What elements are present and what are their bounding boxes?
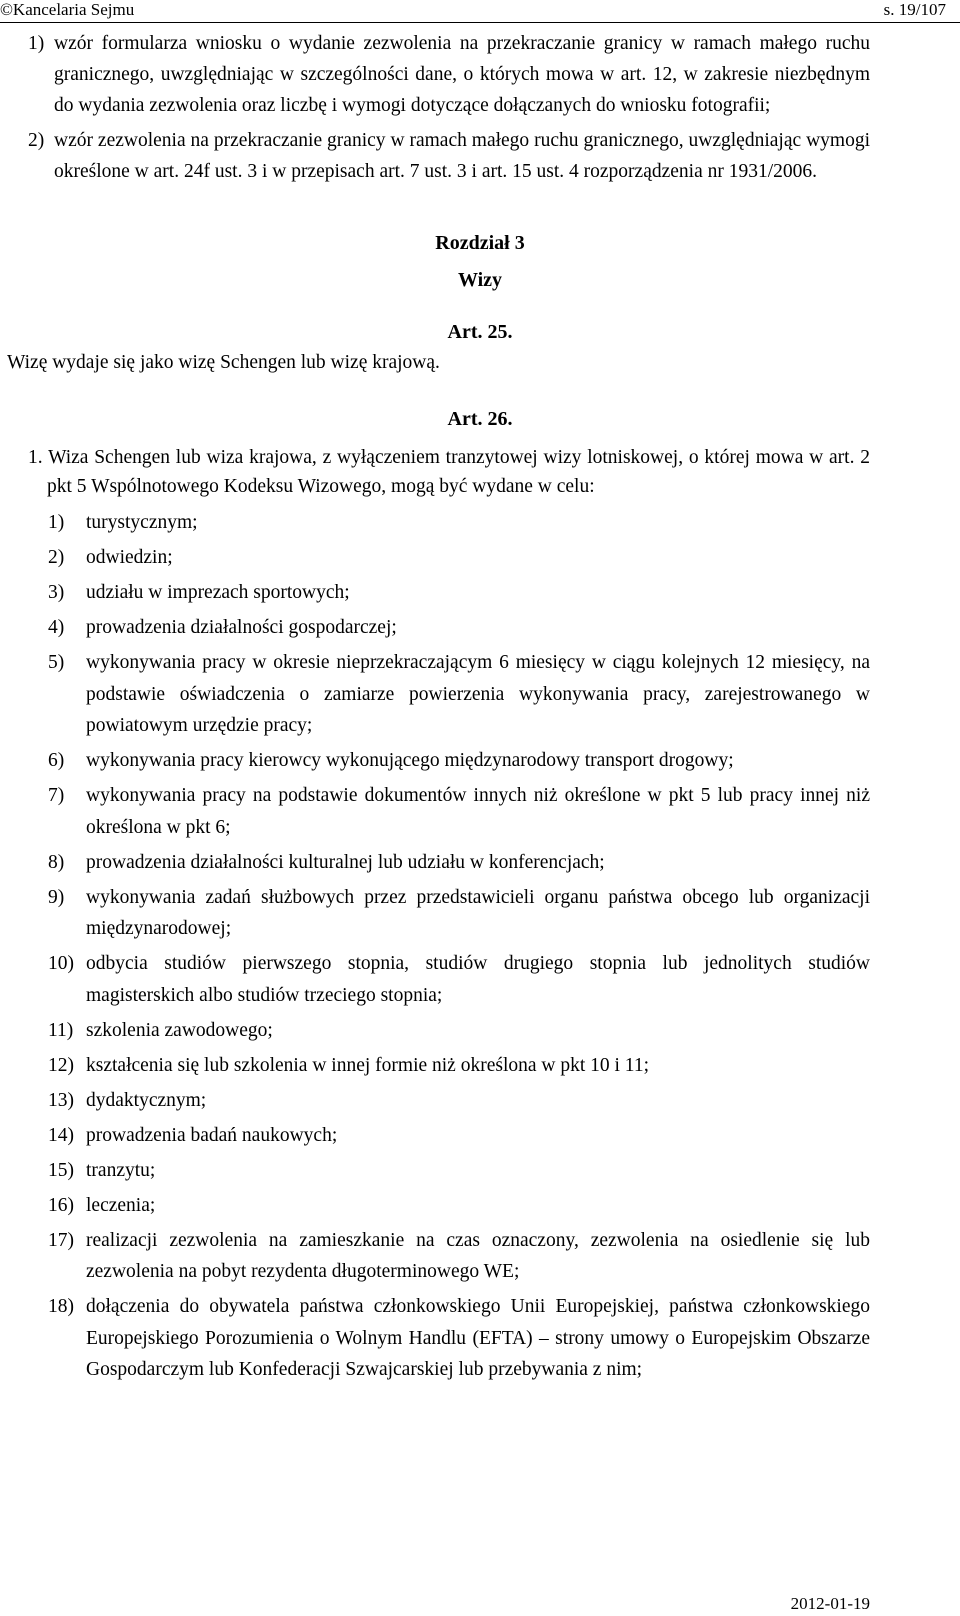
list-item-number: 9): [48, 886, 65, 908]
list-item-number: 6): [48, 750, 65, 771]
regulation-list: [0, 28, 960, 187]
list-item-number: 8): [48, 851, 65, 873]
list-item-number: 16): [48, 1194, 74, 1216]
copyright-label: ©Kancelaria Sejmu: [0, 0, 135, 19]
chapter-title: Wizy: [457, 269, 503, 291]
page-number: s. 19/107: [883, 0, 946, 19]
page-footer-date: 2012-01-19: [790, 1594, 870, 1613]
list-item-text: wykonywania pracy kierowcy wykonującego międzynarodowy transport drogowy;: [86, 750, 734, 771]
list-item: [48, 1190, 870, 1222]
list-item-text: wzór formularza wniosku o wydanie zezwolenia na przekraczanie granicy w ramach małego ruchu granicznego, uwzględniając w szczególności dane, o których mowa w art. 12, w zakresie niezbędnym do wydania zezwolenia oraz liczbę i wymogi dotyczące dołączanych do wniosku fotografii;: [54, 33, 870, 116]
list-item: [48, 1225, 870, 1288]
list-item: [28, 125, 870, 187]
list-item-text: szkolenia zawodowego;: [86, 1019, 273, 1041]
list-item-text: wzór zezwolenia na przekraczanie granicy w ramach małego ruchu granicznego, uwzględniając wymogi określone w art. 24f ust. 3 i w przepisach art. 7 ust. 3 i art. 15 ust. 4 rozporządzenia nr 1931/2006.: [54, 130, 870, 182]
chapter-number: Rozdział 3: [435, 232, 525, 254]
list-item-text: odwiedzin;: [86, 547, 173, 568]
list-item: [48, 1155, 870, 1187]
paragraph-lead-text: 1. Wiza Schengen lub wiza krajowa, z wyłączeniem tranzytowej wizy lotniskowej, o której mowa w art. 2 pkt 5 Wspólnotowego Kodeksu Wizowego, mogą być wydane w celu:: [28, 447, 870, 497]
list-item-number: 2): [48, 547, 65, 568]
list-item: [48, 542, 870, 574]
list-item-number: 13): [48, 1089, 74, 1111]
list-item-number: 17): [48, 1229, 74, 1251]
list-item: [48, 1015, 870, 1047]
list-item-number: 12): [48, 1054, 74, 1076]
article-text-25: Wizę wydaje się jako wizę Schengen lub wizę krajową.: [7, 352, 440, 373]
list-item-text: realizacji zezwolenia na zamieszkanie na czas oznaczony, zezwolenia na osiedlenie się lub zezwolenia na pobyt rezydenta długoterminowego WE;: [86, 1229, 870, 1282]
list-item: [48, 1291, 870, 1386]
list-item-number: 11): [48, 1019, 74, 1041]
list-item-text: tranzytu;: [86, 1159, 156, 1181]
list-item-text: leczenia;: [86, 1194, 156, 1216]
article-26-paragraph-1: [0, 444, 960, 501]
list-item: [48, 612, 870, 644]
list-item-text: wykonywania zadań służbowych przez przedstawicieli organu państwa obcego lub organizacji międzynarodowej;: [86, 886, 870, 939]
list-item-number: 15): [48, 1159, 74, 1181]
list-item-number: 3): [48, 582, 65, 603]
page-header: [0, 0, 960, 23]
list-item: [28, 28, 870, 121]
list-item-number: 5): [48, 652, 65, 673]
list-item: [48, 1050, 870, 1082]
list-item-text: prowadzenia działalności gospodarczej;: [86, 617, 397, 638]
list-item-text: udziału w imprezach sportowych;: [86, 582, 350, 603]
list-item-text: wykonywania pracy w okresie nieprzekraczającym 6 miesięcy w ciągu kolejnych 12 miesięcy, na podstawie oświadczenia o zamiarze powierzenia wykonywania pracy, zarejestrowanego w powiatowym urzędzie pracy;: [86, 652, 870, 736]
list-item-number: 14): [48, 1124, 74, 1146]
list-item: [48, 948, 870, 1011]
list-item: [48, 882, 870, 945]
list-item-number: 1): [48, 512, 65, 533]
list-item: [48, 780, 870, 843]
list-item: [48, 1085, 870, 1117]
list-item-number: 1): [28, 33, 45, 54]
list-item-text: dydaktycznym;: [86, 1089, 207, 1111]
purpose-list: [0, 507, 960, 1386]
article-title-26: Art. 26.: [447, 408, 513, 430]
list-item-number: 2): [28, 130, 45, 151]
list-item: [48, 847, 870, 879]
list-item: [48, 745, 870, 777]
list-item-number: 7): [48, 785, 65, 806]
list-item-number: 10): [48, 953, 74, 974]
list-item-text: prowadzenia działalności kulturalnej lub udziału w konferencjach;: [86, 851, 605, 873]
list-item-number: 4): [48, 617, 65, 638]
chapter-heading: [0, 225, 960, 299]
page-content: [0, 28, 960, 1389]
list-item-text: wykonywania pracy na podstawie dokumentów innych niż określone w pkt 5 lub pracy innej niż określona w pkt 6;: [86, 785, 870, 838]
article-title-25: Art. 25.: [447, 321, 513, 343]
list-item: [48, 577, 870, 609]
list-item-text: kształcenia się lub szkolenia w innej formie niż określona w pkt 10 i 11;: [86, 1054, 650, 1076]
list-item-text: prowadzenia badań naukowych;: [86, 1124, 338, 1146]
list-item: [48, 647, 870, 742]
list-item-text: turystycznym;: [86, 512, 198, 533]
list-item: [48, 1120, 870, 1152]
list-item-text: odbycia studiów pierwszego stopnia, studiów drugiego stopnia lub jednolitych studiów magisterskich albo studiów trzeciego stopnia;: [86, 953, 870, 1006]
list-item-text: dołączenia do obywatela państwa członkowskiego Unii Europejskiej, państwa członkowskiego Europejskiego Porozumienia o Wolnym Handlu (EFTA) – strony umowy o Europejskim Obszarze Gospodarczym lub Konfederacji Szwajcarskiej lub przebywania z nim;: [86, 1296, 870, 1380]
list-item: [48, 507, 870, 539]
list-item-number: 18): [48, 1296, 74, 1317]
